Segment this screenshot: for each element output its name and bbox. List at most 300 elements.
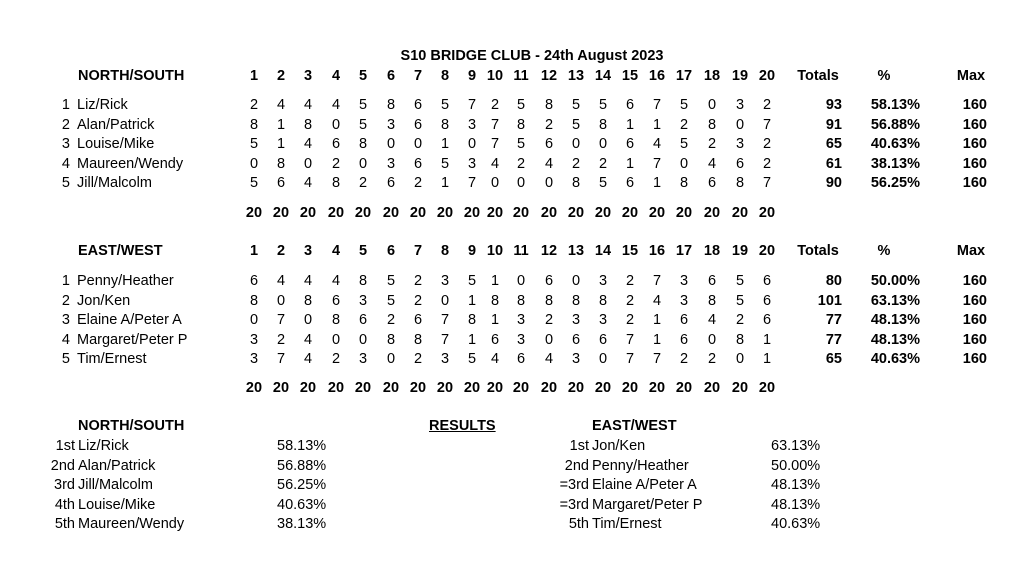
ew-pair: Tim/Ernest [592, 516, 662, 533]
board-score: 8 [467, 312, 477, 329]
pair-name: Penny/Heather [77, 273, 174, 289]
board-score: 6 [358, 312, 368, 329]
pair-number: 2 [61, 292, 70, 309]
board-score: 5 [440, 155, 450, 172]
page-title: S10 BRIDGE CLUB - 24th August 2023 [400, 48, 664, 64]
column-header: 3 [303, 68, 313, 84]
board-score: 3 [598, 273, 608, 289]
board-score: 6 [762, 292, 772, 309]
board-score: 7 [467, 97, 477, 113]
board-score: 6 [679, 331, 689, 348]
board-score: 5 [679, 97, 689, 113]
ew-pair: Jon/Ken [592, 438, 646, 454]
board-score: 4 [490, 351, 500, 368]
board-score: 0 [598, 351, 608, 368]
ew-percent: 50.00% [771, 457, 821, 474]
column-total: 20 [382, 380, 400, 396]
max-header: Max [956, 243, 986, 259]
board-score: 1 [490, 273, 500, 289]
board-score: 4 [303, 273, 313, 289]
board-score: 3 [358, 292, 368, 309]
ew-place: =3rd [559, 496, 589, 513]
ns-percent: 58.13% [277, 438, 327, 454]
column-total: 20 [621, 205, 639, 221]
board-score: 8 [735, 175, 745, 192]
column-header: 10 [486, 243, 504, 259]
board-score: 3 [679, 292, 689, 309]
totals-header: Totals [797, 243, 839, 259]
board-score: 5 [467, 351, 477, 368]
ew-place: 2nd [564, 457, 589, 474]
ns-percent: 38.13% [277, 516, 327, 533]
ns-percent: 56.25% [277, 477, 327, 494]
column-header: 19 [731, 243, 749, 259]
board-score: 1 [490, 312, 500, 329]
ns-place: 3rd [54, 477, 75, 494]
row-total: 91 [825, 116, 842, 133]
ew-pair: Penny/Heather [592, 457, 689, 474]
row-percent: 50.00% [870, 273, 920, 289]
row-percent: 56.88% [870, 116, 920, 133]
board-score: 2 [762, 97, 772, 113]
board-score: 8 [598, 292, 608, 309]
board-score: 7 [276, 351, 286, 368]
board-score: 1 [652, 331, 662, 348]
column-header: 18 [703, 243, 721, 259]
column-total: 20 [648, 380, 666, 396]
board-score: 0 [358, 155, 368, 172]
ns-place: 1st [55, 438, 75, 454]
ns-pair: Alan/Patrick [78, 457, 156, 474]
row-total: 80 [825, 273, 842, 289]
pair-number: 3 [61, 312, 70, 329]
row-max: 160 [962, 136, 987, 153]
board-score: 2 [249, 97, 259, 113]
pair-name: Maureen/Wendy [77, 155, 184, 172]
board-score: 0 [735, 116, 745, 133]
ew-pair: Margaret/Peter P [592, 496, 703, 513]
column-header: 6 [386, 68, 396, 84]
column-header: 17 [675, 243, 693, 259]
column-total: 20 [272, 380, 290, 396]
board-score: 4 [331, 273, 341, 289]
board-score: 0 [544, 331, 554, 348]
pair-name: Tim/Ernest [77, 351, 147, 368]
board-score: 8 [707, 292, 717, 309]
board-score: 8 [358, 273, 368, 289]
column-header: 8 [440, 68, 450, 84]
board-score: 2 [413, 351, 423, 368]
board-score: 0 [544, 175, 554, 192]
results-ns-heading: NORTH/SOUTH [78, 418, 185, 434]
ns-pair: Louise/Mike [78, 496, 156, 513]
board-score: 8 [490, 292, 500, 309]
column-header: 8 [440, 243, 450, 259]
board-score: 2 [679, 351, 689, 368]
column-total: 20 [436, 380, 454, 396]
board-score: 3 [467, 155, 477, 172]
row-max: 160 [962, 351, 987, 368]
row-percent: 56.25% [870, 175, 920, 192]
column-total: 20 [299, 380, 317, 396]
board-score: 3 [735, 97, 745, 113]
board-score: 6 [413, 312, 423, 329]
board-score: 8 [571, 292, 581, 309]
column-header: 20 [758, 68, 776, 84]
board-score: 0 [467, 136, 477, 153]
board-score: 8 [331, 175, 341, 192]
board-score: 5 [440, 97, 450, 113]
board-score: 6 [762, 273, 772, 289]
column-header: 5 [358, 68, 368, 84]
board-score: 2 [762, 136, 772, 153]
board-score: 4 [707, 312, 717, 329]
column-total: 20 [567, 380, 585, 396]
row-total: 77 [825, 312, 842, 329]
board-score: 3 [249, 351, 259, 368]
row-total: 93 [825, 97, 842, 113]
column-header: 2 [276, 243, 286, 259]
ew-percent: 48.13% [771, 477, 821, 494]
row-percent: 58.13% [870, 97, 920, 113]
board-score: 0 [571, 136, 581, 153]
board-score: 1 [625, 116, 635, 133]
column-total: 20 [436, 205, 454, 221]
column-header: 15 [621, 243, 639, 259]
board-score: 2 [516, 155, 526, 172]
column-total: 20 [594, 205, 612, 221]
board-score: 6 [413, 155, 423, 172]
column-header: 9 [467, 243, 477, 259]
board-score: 6 [571, 331, 581, 348]
board-score: 8 [544, 292, 554, 309]
board-score: 3 [598, 312, 608, 329]
board-score: 1 [762, 351, 772, 368]
board-score: 5 [735, 273, 745, 289]
column-total: 20 [540, 380, 558, 396]
board-score: 6 [625, 97, 635, 113]
board-score: 0 [707, 97, 717, 113]
board-score: 1 [276, 136, 286, 153]
board-score: 1 [467, 331, 477, 348]
board-score: 7 [276, 312, 286, 329]
board-score: 6 [598, 331, 608, 348]
pair-name: Jill/Malcolm [77, 175, 152, 192]
board-score: 2 [331, 155, 341, 172]
ns-percent: 40.63% [277, 496, 327, 513]
column-header: 7 [413, 68, 423, 84]
board-score: 5 [516, 97, 526, 113]
results-heading: RESULTS [429, 418, 496, 434]
column-total: 20 [703, 380, 721, 396]
board-score: 6 [249, 273, 259, 289]
board-score: 7 [652, 97, 662, 113]
board-score: 8 [303, 116, 313, 133]
board-score: 7 [625, 351, 635, 368]
board-score: 6 [386, 175, 396, 192]
board-score: 4 [544, 351, 554, 368]
board-score: 8 [249, 116, 259, 133]
board-score: 6 [516, 351, 526, 368]
row-percent: 48.13% [870, 331, 920, 348]
board-score: 6 [276, 175, 286, 192]
board-score: 1 [762, 331, 772, 348]
board-score: 5 [571, 97, 581, 113]
column-header: 1 [249, 243, 259, 259]
board-score: 0 [679, 155, 689, 172]
column-total: 20 [567, 205, 585, 221]
row-total: 101 [817, 292, 842, 309]
column-total: 20 [486, 380, 504, 396]
board-score: 2 [598, 155, 608, 172]
column-total: 20 [245, 205, 263, 221]
board-score: 7 [467, 175, 477, 192]
ew-place: =3rd [559, 477, 589, 494]
board-score: 4 [303, 136, 313, 153]
row-max: 160 [962, 273, 987, 289]
board-score: 0 [331, 116, 341, 133]
column-total: 20 [675, 205, 693, 221]
board-score: 1 [440, 175, 450, 192]
board-score: 6 [625, 175, 635, 192]
column-header: 2 [276, 68, 286, 84]
row-max: 160 [962, 312, 987, 329]
board-score: 4 [652, 292, 662, 309]
column-header: 16 [648, 68, 666, 84]
board-score: 8 [598, 116, 608, 133]
board-score: 2 [707, 351, 717, 368]
column-header: 13 [567, 243, 585, 259]
board-score: 3 [440, 273, 450, 289]
board-score: 0 [358, 331, 368, 348]
board-score: 5 [249, 175, 259, 192]
pair-number: 5 [61, 175, 70, 192]
board-score: 0 [303, 312, 313, 329]
ns-percent: 56.88% [277, 457, 327, 474]
row-max: 160 [962, 331, 987, 348]
board-score: 3 [249, 331, 259, 348]
column-total: 20 [463, 205, 481, 221]
board-score: 0 [413, 136, 423, 153]
board-score: 8 [679, 175, 689, 192]
board-score: 6 [544, 273, 554, 289]
board-score: 3 [735, 136, 745, 153]
pair-number: 5 [61, 351, 70, 368]
board-score: 2 [490, 97, 500, 113]
column-total: 20 [512, 380, 530, 396]
board-score: 7 [652, 351, 662, 368]
board-score: 8 [735, 331, 745, 348]
board-score: 5 [249, 136, 259, 153]
board-score: 4 [707, 155, 717, 172]
board-score: 2 [762, 155, 772, 172]
board-score: 1 [652, 175, 662, 192]
column-header: 7 [413, 243, 423, 259]
board-score: 7 [652, 273, 662, 289]
column-header: 14 [594, 243, 612, 259]
board-score: 2 [735, 312, 745, 329]
pair-number: 3 [61, 136, 70, 153]
row-percent: 40.63% [870, 136, 920, 153]
column-header: 12 [540, 68, 558, 84]
row-max: 160 [962, 292, 987, 309]
column-header: 4 [331, 68, 341, 84]
ns-pair: Maureen/Wendy [78, 516, 185, 533]
pair-number: 4 [61, 155, 70, 172]
column-total: 20 [409, 205, 427, 221]
percent-header: % [877, 243, 891, 259]
board-score: 5 [571, 116, 581, 133]
board-score: 5 [467, 273, 477, 289]
column-header: 4 [331, 243, 341, 259]
board-score: 8 [303, 292, 313, 309]
ew-place: 5th [568, 516, 589, 533]
ew-percent: 40.63% [771, 516, 821, 533]
column-header: 6 [386, 243, 396, 259]
column-total: 20 [299, 205, 317, 221]
board-score: 0 [386, 136, 396, 153]
pair-name: Liz/Rick [77, 97, 128, 113]
column-total: 20 [540, 205, 558, 221]
column-total: 20 [758, 205, 776, 221]
row-total: 61 [825, 155, 842, 172]
board-score: 2 [625, 312, 635, 329]
column-total: 20 [327, 205, 345, 221]
board-score: 8 [544, 97, 554, 113]
column-total: 20 [648, 205, 666, 221]
ew-place: 1st [569, 438, 589, 454]
board-score: 0 [249, 155, 259, 172]
column-total: 20 [675, 380, 693, 396]
ns-place: 4th [54, 496, 75, 513]
column-total: 20 [731, 205, 749, 221]
column-total: 20 [327, 380, 345, 396]
board-score: 7 [440, 331, 450, 348]
board-score: 7 [440, 312, 450, 329]
board-score: 6 [413, 97, 423, 113]
board-score: 8 [516, 292, 526, 309]
column-header: 1 [249, 68, 259, 84]
board-score: 5 [598, 97, 608, 113]
board-score: 7 [625, 331, 635, 348]
board-score: 5 [386, 292, 396, 309]
board-score: 3 [516, 331, 526, 348]
board-score: 4 [303, 331, 313, 348]
column-total: 20 [272, 205, 290, 221]
column-total: 20 [703, 205, 721, 221]
board-score: 4 [276, 97, 286, 113]
ew-percent: 63.13% [771, 438, 821, 454]
board-score: 2 [413, 273, 423, 289]
column-total: 20 [731, 380, 749, 396]
board-score: 2 [276, 331, 286, 348]
column-header: 13 [567, 68, 585, 84]
board-score: 7 [490, 116, 500, 133]
board-score: 3 [679, 273, 689, 289]
pair-name: Margaret/Peter P [77, 331, 188, 348]
board-score: 0 [707, 331, 717, 348]
board-score: 2 [625, 273, 635, 289]
row-total: 65 [825, 351, 842, 368]
percent-header: % [877, 68, 891, 84]
column-total: 20 [382, 205, 400, 221]
ns-place: 5th [54, 516, 75, 533]
board-score: 0 [249, 312, 259, 329]
board-score: 0 [571, 273, 581, 289]
row-max: 160 [962, 97, 987, 113]
board-score: 8 [440, 116, 450, 133]
board-score: 5 [735, 292, 745, 309]
max-header: Max [956, 68, 986, 84]
board-score: 7 [762, 116, 772, 133]
ns-pair: Liz/Rick [78, 438, 129, 454]
column-header: 20 [758, 243, 776, 259]
column-header: 11 [513, 68, 529, 84]
board-score: 1 [625, 155, 635, 172]
column-header: 16 [648, 243, 666, 259]
board-score: 0 [440, 292, 450, 309]
board-score: 8 [386, 97, 396, 113]
ns-pair: Jill/Malcolm [78, 477, 153, 494]
column-header: 15 [621, 68, 639, 84]
results-ew-heading: EAST/WEST [592, 418, 677, 434]
column-header: 10 [486, 68, 504, 84]
ns-place: 2nd [50, 457, 75, 474]
board-score: 4 [303, 97, 313, 113]
board-score: 6 [490, 331, 500, 348]
row-percent: 38.13% [870, 155, 920, 172]
board-score: 3 [516, 312, 526, 329]
pair-number: 1 [61, 273, 70, 289]
board-score: 1 [440, 136, 450, 153]
column-header: 19 [731, 68, 749, 84]
pair-name: Alan/Patrick [77, 116, 155, 133]
pair-number: 1 [61, 97, 70, 113]
pair-number: 4 [61, 331, 70, 348]
column-total: 20 [758, 380, 776, 396]
row-max: 160 [962, 155, 987, 172]
board-score: 0 [490, 175, 500, 192]
row-max: 160 [962, 175, 987, 192]
board-score: 6 [735, 155, 745, 172]
board-score: 2 [413, 292, 423, 309]
board-score: 8 [413, 331, 423, 348]
board-score: 2 [544, 312, 554, 329]
east-west-heading: EAST/WEST [78, 243, 163, 259]
board-score: 7 [762, 175, 772, 192]
board-score: 2 [571, 155, 581, 172]
board-score: 5 [386, 273, 396, 289]
board-score: 5 [679, 136, 689, 153]
board-score: 8 [386, 331, 396, 348]
board-score: 1 [652, 116, 662, 133]
board-score: 0 [331, 331, 341, 348]
board-score: 3 [386, 116, 396, 133]
pair-name: Louise/Mike [77, 136, 155, 153]
board-score: 6 [762, 312, 772, 329]
board-score: 2 [386, 312, 396, 329]
board-score: 8 [358, 136, 368, 153]
board-score: 6 [331, 292, 341, 309]
column-total: 20 [621, 380, 639, 396]
board-score: 3 [571, 351, 581, 368]
board-score: 2 [625, 292, 635, 309]
board-score: 3 [386, 155, 396, 172]
board-score: 8 [571, 175, 581, 192]
north-south-heading: NORTH/SOUTH [78, 68, 185, 84]
row-percent: 63.13% [870, 292, 920, 309]
board-score: 0 [516, 175, 526, 192]
